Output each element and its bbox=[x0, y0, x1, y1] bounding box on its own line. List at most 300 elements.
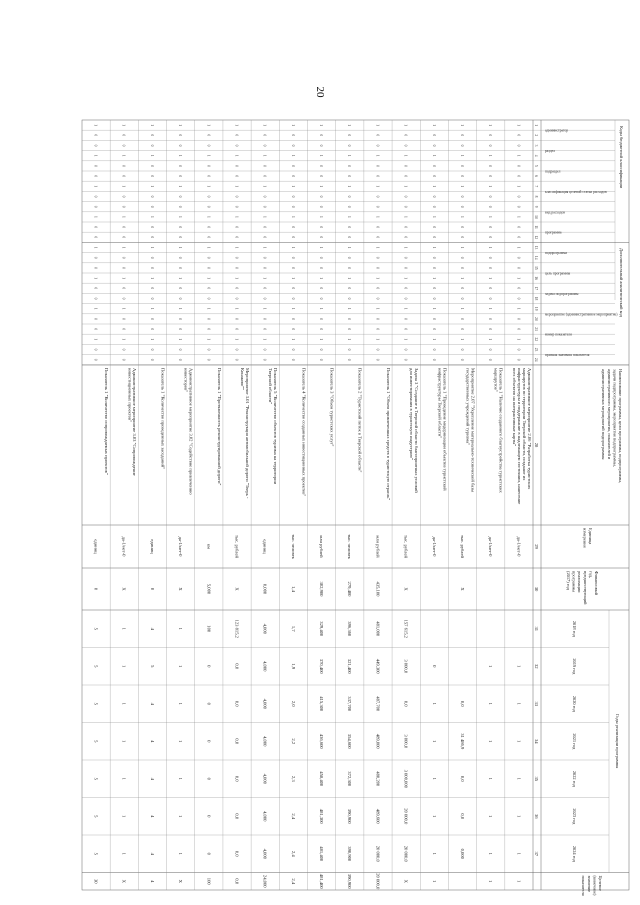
row-value: 396,360 bbox=[347, 621, 353, 637]
code-cell: 1 bbox=[121, 277, 126, 279]
code-cell: 1 bbox=[149, 216, 154, 218]
code-cell: 0 bbox=[234, 134, 239, 137]
row-value: 1,7 bbox=[290, 625, 296, 632]
code-cell: 0 bbox=[262, 328, 267, 330]
code-cell: 0 bbox=[234, 318, 239, 320]
code-cell: 0 bbox=[290, 165, 295, 167]
column-number: 22 bbox=[534, 337, 538, 342]
header-year: 2019 год bbox=[572, 658, 577, 675]
code-cell: 1 bbox=[403, 338, 408, 341]
code-cell: 1 bbox=[262, 277, 267, 279]
code-cell: 1 bbox=[459, 124, 464, 126]
code-cell: 1 bbox=[375, 338, 380, 341]
code-cell: 0 bbox=[234, 226, 239, 228]
header-code-column: признак значения показателя bbox=[545, 353, 590, 358]
code-cell: 1 bbox=[290, 246, 295, 249]
row-value: 0,0 bbox=[403, 700, 409, 707]
row-value: 1 bbox=[488, 852, 494, 855]
row-text: Мероприятие 3.01 "Реконструкция автомобильной дороги "Тверь - bbox=[244, 368, 250, 499]
row-value: 20 000,0 bbox=[375, 845, 381, 862]
code-cell: 0 bbox=[290, 134, 295, 137]
code-cell: 1 bbox=[516, 185, 521, 188]
row-text: Показатель 1 "Проведение модернизации объектов туристской bbox=[442, 368, 448, 491]
code-cell: 1 bbox=[347, 185, 352, 188]
code-cell: 1 bbox=[290, 277, 295, 279]
header-year: 2021 год bbox=[572, 733, 577, 750]
header-code-column: подпрограмма bbox=[545, 251, 567, 256]
code-cell: 1 bbox=[121, 185, 126, 188]
code-cell: 1 bbox=[234, 154, 239, 157]
code-cell: 0 bbox=[290, 358, 295, 361]
code-cell: 1 bbox=[178, 124, 183, 126]
code-cell: 0 bbox=[206, 226, 211, 228]
code-cell: 0 bbox=[121, 256, 126, 259]
row-unit: да-1/нет-0 bbox=[488, 536, 494, 557]
row-target: X bbox=[178, 879, 184, 883]
code-cell: 0 bbox=[516, 226, 521, 228]
code-cell: 1 bbox=[403, 185, 408, 188]
code-cell: 0 bbox=[488, 287, 493, 290]
code-cell: 0 bbox=[431, 134, 436, 137]
header-budget-codes: Коды бюджетной классификации bbox=[619, 126, 624, 189]
code-cell: 0 bbox=[234, 205, 239, 208]
row-target: 0,0 bbox=[234, 878, 240, 885]
header-year: 2022 год bbox=[572, 770, 577, 787]
code-cell: 1 bbox=[516, 277, 521, 279]
code-cell: 0 bbox=[488, 195, 493, 198]
row-value: 2,2 bbox=[290, 738, 296, 745]
row-value: 3 000,0 bbox=[403, 734, 409, 749]
code-cell: 1 bbox=[347, 216, 352, 218]
code-cell: 0 bbox=[403, 165, 408, 167]
code-cell: 1 bbox=[431, 124, 436, 126]
code-cell: 0 bbox=[459, 318, 464, 320]
code-cell: 0 bbox=[234, 175, 239, 177]
row-value: 1 bbox=[178, 702, 184, 705]
code-cell: 0 bbox=[93, 318, 98, 320]
code-cell: 1 bbox=[318, 338, 323, 341]
code-cell: 0 bbox=[262, 297, 267, 300]
row-base: X bbox=[178, 587, 184, 591]
code-cell: 0 bbox=[347, 165, 352, 167]
code-cell: 0 bbox=[375, 348, 380, 351]
code-cell: 1 bbox=[516, 307, 521, 310]
row-unit: да-1/нет-0 bbox=[121, 536, 127, 557]
row-base: 5,000 bbox=[206, 583, 212, 595]
column-number: 7 bbox=[534, 185, 538, 188]
code-cell: 0 bbox=[488, 348, 493, 351]
code-cell: 0 bbox=[488, 144, 493, 147]
column-number: 23 bbox=[534, 347, 538, 352]
code-cell: 1 bbox=[375, 246, 380, 249]
row-value: 1 bbox=[516, 740, 522, 743]
code-cell: 1 bbox=[488, 185, 493, 188]
header-target-value: значение bbox=[586, 875, 592, 893]
code-cell: 0 bbox=[93, 256, 98, 259]
code-cell: 0 bbox=[516, 328, 521, 330]
code-cell: 0 bbox=[516, 297, 521, 300]
row-value: 4,000 bbox=[262, 623, 268, 634]
code-cell: 0 bbox=[347, 205, 352, 208]
code-cell: 0 bbox=[290, 297, 295, 300]
code-cell: 0 bbox=[431, 165, 436, 167]
row-value: 5 bbox=[93, 627, 99, 630]
code-cell: 1 bbox=[93, 154, 98, 157]
code-cell: 0 bbox=[459, 236, 464, 239]
code-cell: 1 bbox=[149, 246, 154, 249]
code-cell: 0 bbox=[318, 318, 323, 320]
code-cell: 0 bbox=[149, 297, 154, 300]
code-cell: 0 bbox=[234, 328, 239, 330]
row-text: инфраструктуры и поддержание в надлежащем состоянии, нанесение bbox=[517, 368, 522, 505]
code-cell: 0 bbox=[403, 328, 408, 330]
code-cell: 0 bbox=[375, 195, 380, 198]
row-value: 4,000 bbox=[262, 736, 268, 747]
code-cell: 0 bbox=[93, 297, 98, 300]
code-cell: 1 bbox=[347, 246, 352, 249]
row-value: 3 000,000 bbox=[403, 769, 409, 788]
row-text: маршрутов" bbox=[493, 368, 499, 392]
row-text: Показатель 1 "Наличие созданного благоустройства туристских bbox=[498, 368, 504, 493]
row-text: Административное мероприятие 2.06 "Разработка туристских bbox=[526, 368, 532, 490]
row-target: 1 bbox=[488, 880, 494, 883]
header-program-name: административных мероприятий подпрограммы bbox=[601, 369, 607, 460]
code-cell: 1 bbox=[149, 185, 154, 188]
code-cell: 0 bbox=[178, 144, 183, 147]
header-unit: измерения bbox=[582, 528, 588, 548]
code-cell: 0 bbox=[149, 256, 154, 259]
code-cell: 0 bbox=[206, 318, 211, 320]
code-cell: 0 bbox=[178, 318, 183, 320]
row-text: Показатель 5 "Количество объектов туризма на территории bbox=[273, 368, 279, 485]
row-value: 1 bbox=[178, 815, 184, 818]
code-cell: 1 bbox=[178, 154, 183, 157]
code-cell: 0 bbox=[347, 297, 352, 300]
row-value: 0 bbox=[206, 740, 212, 743]
code-cell: 0 bbox=[347, 358, 352, 361]
row-text: Показатель 4 "Количество созданных инвестиционных проектов" bbox=[301, 368, 307, 497]
code-cell: 0 bbox=[121, 318, 126, 320]
row-value: 1 bbox=[431, 777, 437, 780]
row-value: 5 bbox=[93, 665, 99, 668]
code-cell: 0 bbox=[93, 348, 98, 351]
row-value: 449,300 bbox=[375, 658, 381, 674]
code-cell: 0 bbox=[93, 134, 98, 137]
code-cell: 1 bbox=[290, 154, 295, 157]
code-cell: 1 bbox=[93, 277, 98, 279]
row-value: 157 615,2 bbox=[403, 619, 409, 638]
column-number: 30 bbox=[534, 586, 539, 592]
column-number: 15 bbox=[534, 266, 538, 270]
code-cell: 0 bbox=[318, 195, 323, 198]
row-base: 0 bbox=[149, 587, 155, 591]
code-cell: 1 bbox=[347, 124, 352, 126]
header-year: 2018 год bbox=[572, 620, 577, 637]
header-base-year: год, bbox=[588, 571, 594, 579]
code-cell: 0 bbox=[318, 175, 323, 177]
column-number: 13 bbox=[534, 245, 538, 250]
code-cell: 1 bbox=[431, 307, 436, 310]
row-unit: тыс. рублей bbox=[403, 535, 409, 558]
row-value: 1 bbox=[488, 665, 494, 668]
code-cell: 1 bbox=[206, 124, 211, 126]
row-value: 4 bbox=[149, 627, 155, 630]
code-cell: 0 bbox=[375, 328, 380, 330]
column-number: 29 bbox=[534, 544, 539, 549]
row-value: 4,000 bbox=[262, 773, 268, 784]
row-text: Тверской области" bbox=[268, 368, 274, 405]
code-cell: 1 bbox=[431, 277, 436, 279]
column-number: 2 bbox=[534, 134, 538, 137]
row-value: 372,300 bbox=[347, 771, 353, 787]
code-cell: 0 bbox=[347, 328, 352, 330]
row-text: Показатель 1 "Объем привлеченных средств в туристскую отрасль" bbox=[385, 368, 391, 501]
row-target: 30 bbox=[93, 878, 99, 884]
header-code-column: вид расходов bbox=[545, 210, 565, 215]
row-value: 481,400 bbox=[318, 846, 324, 862]
column-number: 36 bbox=[534, 813, 539, 819]
code-cell: 0 bbox=[149, 144, 154, 147]
code-cell: 0 bbox=[347, 287, 352, 290]
code-cell: 0 bbox=[516, 165, 521, 167]
code-cell: 0 bbox=[290, 205, 295, 208]
row-text: Показатель 3 "Объем туристских услуг" bbox=[329, 368, 335, 447]
code-cell: 1 bbox=[403, 277, 408, 279]
code-cell: 0 bbox=[121, 165, 126, 167]
code-cell: 1 bbox=[206, 185, 211, 188]
code-cell: 0 bbox=[375, 318, 380, 320]
code-cell: 1 bbox=[93, 185, 98, 188]
code-cell: 1 bbox=[234, 307, 239, 310]
row-text: Административное мероприятие 3.03 "Сопровождение bbox=[132, 368, 138, 476]
code-cell: 0 bbox=[318, 328, 323, 330]
code-cell: 0 bbox=[431, 328, 436, 330]
code-cell: 0 bbox=[206, 328, 211, 330]
row-value: 390,900 bbox=[347, 808, 353, 824]
header-code-column: мероприятие (административное мероприятие) bbox=[545, 312, 618, 317]
code-cell: 0 bbox=[516, 358, 521, 361]
table-body bbox=[82, 120, 629, 896]
code-cell: 0 bbox=[431, 297, 436, 300]
code-cell: 0 bbox=[178, 175, 183, 177]
header-target-value: Целевое bbox=[598, 875, 603, 892]
code-cell: 0 bbox=[262, 134, 267, 137]
code-cell: 0 bbox=[459, 256, 464, 259]
column-number: 5 bbox=[534, 165, 538, 167]
code-cell: 0 bbox=[262, 144, 267, 147]
code-cell: 0 bbox=[149, 134, 154, 137]
header-base-year: программы bbox=[571, 571, 577, 593]
header-unit: Единица bbox=[588, 528, 593, 545]
code-cell: 1 bbox=[178, 246, 183, 249]
row-text: государственных учреждений туризма" bbox=[465, 368, 471, 446]
code-cell: 0 bbox=[206, 358, 211, 361]
code-cell: 0 bbox=[488, 318, 493, 320]
header-program-name: задачи подпрограммы, мероприятия подпрограммы, bbox=[612, 369, 618, 467]
code-cell: 0 bbox=[121, 297, 126, 300]
code-cell: 0 bbox=[488, 205, 493, 208]
code-cell: 1 bbox=[234, 277, 239, 279]
code-cell: 0 bbox=[459, 358, 464, 361]
row-text: Конаково"" bbox=[240, 368, 246, 391]
code-cell: 0 bbox=[262, 267, 267, 269]
row-value: 4,000 bbox=[262, 811, 268, 822]
row-target: 481,400 bbox=[318, 873, 324, 889]
code-cell: 1 bbox=[93, 307, 98, 310]
code-cell: 1 bbox=[178, 307, 183, 310]
row-value: 0 bbox=[206, 702, 212, 705]
header-code-column: задача подпрограммы bbox=[545, 291, 579, 296]
row-unit: единиц bbox=[149, 539, 155, 554]
row-unit: тыс. человек bbox=[347, 534, 353, 559]
code-cell: 0 bbox=[431, 144, 436, 147]
code-cell: 0 bbox=[516, 134, 521, 137]
row-base: 0 bbox=[93, 587, 99, 591]
row-value: 3 000,0 bbox=[403, 659, 409, 674]
code-cell: 0 bbox=[178, 297, 183, 300]
row-value: 1 bbox=[488, 815, 494, 818]
code-cell: 0 bbox=[375, 236, 380, 239]
code-cell: 0 bbox=[318, 297, 323, 300]
code-cell: 0 bbox=[290, 328, 295, 330]
code-cell: 1 bbox=[375, 124, 380, 126]
header-year: 2023 год bbox=[572, 808, 577, 825]
code-cell: 0 bbox=[459, 267, 464, 269]
row-base: 302,900 bbox=[318, 581, 324, 597]
code-cell: 1 bbox=[431, 246, 436, 249]
row-value: 1 bbox=[488, 702, 494, 705]
row-base: 1,4 bbox=[290, 586, 296, 592]
code-cell: 1 bbox=[121, 338, 126, 341]
code-cell: 0 bbox=[262, 256, 267, 259]
header-additional-codes: Дополнительный аналитический код bbox=[619, 248, 624, 317]
row-target: X bbox=[121, 879, 127, 883]
header-target-value: показателя bbox=[581, 875, 587, 896]
row-unit: единиц bbox=[262, 539, 268, 554]
code-cell: 0 bbox=[403, 236, 408, 239]
row-value: 1 bbox=[431, 740, 437, 743]
row-value: 0,0 bbox=[459, 775, 465, 782]
code-cell: 0 bbox=[375, 256, 380, 259]
code-cell: 1 bbox=[206, 277, 211, 279]
column-number: 19 bbox=[534, 306, 538, 311]
code-cell: 0 bbox=[459, 165, 464, 167]
row-unit: млн рублей bbox=[318, 535, 324, 558]
column-number: 24 bbox=[534, 357, 538, 362]
row-target: X bbox=[403, 879, 409, 883]
code-cell: 0 bbox=[488, 297, 493, 300]
row-base: X bbox=[403, 587, 409, 591]
code-cell: 1 bbox=[375, 307, 380, 310]
code-cell: 0 bbox=[262, 226, 267, 228]
column-number: 1 bbox=[534, 124, 538, 126]
code-cell: 0 bbox=[431, 205, 436, 208]
code-cell: 0 bbox=[178, 205, 183, 208]
row-value: 5 bbox=[93, 815, 99, 818]
row-value: 2,3 bbox=[290, 775, 296, 782]
code-cell: 1 bbox=[178, 185, 183, 188]
code-cell: 0 bbox=[318, 144, 323, 147]
code-cell: 0 bbox=[262, 287, 267, 290]
row-value: 1 bbox=[178, 852, 184, 855]
header-code-column: цель программы bbox=[545, 271, 571, 276]
row-value: 458,400 bbox=[318, 771, 324, 787]
row-base: X bbox=[459, 587, 465, 591]
row-value: 0,0 bbox=[234, 738, 240, 745]
code-cell: 1 bbox=[516, 124, 521, 126]
column-number: 14 bbox=[534, 255, 538, 260]
code-cell: 1 bbox=[403, 246, 408, 249]
row-target: 4 bbox=[149, 880, 155, 883]
row-value: 1 bbox=[488, 740, 494, 743]
code-cell: 1 bbox=[318, 154, 323, 157]
code-cell: 0 bbox=[290, 348, 295, 351]
row-value: 5 bbox=[93, 702, 99, 705]
code-cell: 0 bbox=[375, 358, 380, 361]
code-cell: 0 bbox=[234, 297, 239, 300]
code-cell: 1 bbox=[488, 277, 493, 279]
row-value: 20 000,0 bbox=[403, 808, 409, 825]
row-base: X bbox=[234, 587, 240, 591]
code-cell: 1 bbox=[375, 216, 380, 218]
code-cell: 0 bbox=[459, 175, 464, 177]
code-cell: 1 bbox=[459, 246, 464, 249]
code-cell: 1 bbox=[318, 185, 323, 188]
code-cell: 1 bbox=[459, 154, 464, 157]
column-number: 4 bbox=[534, 154, 538, 157]
row-target: 24,000 bbox=[262, 874, 268, 888]
code-cell: 0 bbox=[262, 165, 267, 167]
code-cell: 0 bbox=[431, 175, 436, 177]
code-cell: 0 bbox=[375, 226, 380, 228]
code-cell: 0 bbox=[403, 267, 408, 269]
code-cell: 0 bbox=[262, 205, 267, 208]
row-unit: да-1/нет-0 bbox=[178, 536, 184, 557]
code-cell: 1 bbox=[318, 277, 323, 279]
code-cell: 1 bbox=[488, 246, 493, 249]
header-code-column: классификация целевой статьи расходов bbox=[545, 189, 607, 194]
code-cell: 0 bbox=[93, 205, 98, 208]
code-cell: 1 bbox=[121, 246, 126, 249]
code-cell: 0 bbox=[290, 318, 295, 320]
code-cell: 1 bbox=[318, 216, 323, 218]
code-cell: 0 bbox=[403, 287, 408, 290]
column-number: 21 bbox=[534, 327, 538, 331]
code-cell: 0 bbox=[206, 267, 211, 269]
code-cell: 0 bbox=[516, 318, 521, 320]
row-value: 4,000 bbox=[262, 661, 268, 672]
code-cell: 0 bbox=[403, 297, 408, 300]
code-cell: 1 bbox=[121, 216, 126, 218]
code-cell: 0 bbox=[121, 348, 126, 351]
row-value: 0,0 bbox=[459, 813, 465, 820]
code-cell: 0 bbox=[347, 134, 352, 137]
code-cell: 0 bbox=[459, 195, 464, 198]
header-year: 2020 год bbox=[572, 695, 577, 712]
code-cell: 1 bbox=[347, 307, 352, 310]
code-cell: 0 bbox=[234, 144, 239, 147]
row-base: 435,100 bbox=[375, 581, 381, 597]
code-cell: 0 bbox=[262, 318, 267, 320]
code-cell: 1 bbox=[149, 277, 154, 279]
code-cell: 0 bbox=[459, 134, 464, 137]
row-value: 489,000 bbox=[375, 733, 381, 749]
code-cell: 0 bbox=[234, 287, 239, 290]
row-target: 2,4 bbox=[290, 878, 296, 885]
code-cell: 1 bbox=[93, 246, 98, 249]
header-base-year: Финансовый bbox=[594, 571, 599, 595]
code-cell: 0 bbox=[347, 144, 352, 147]
